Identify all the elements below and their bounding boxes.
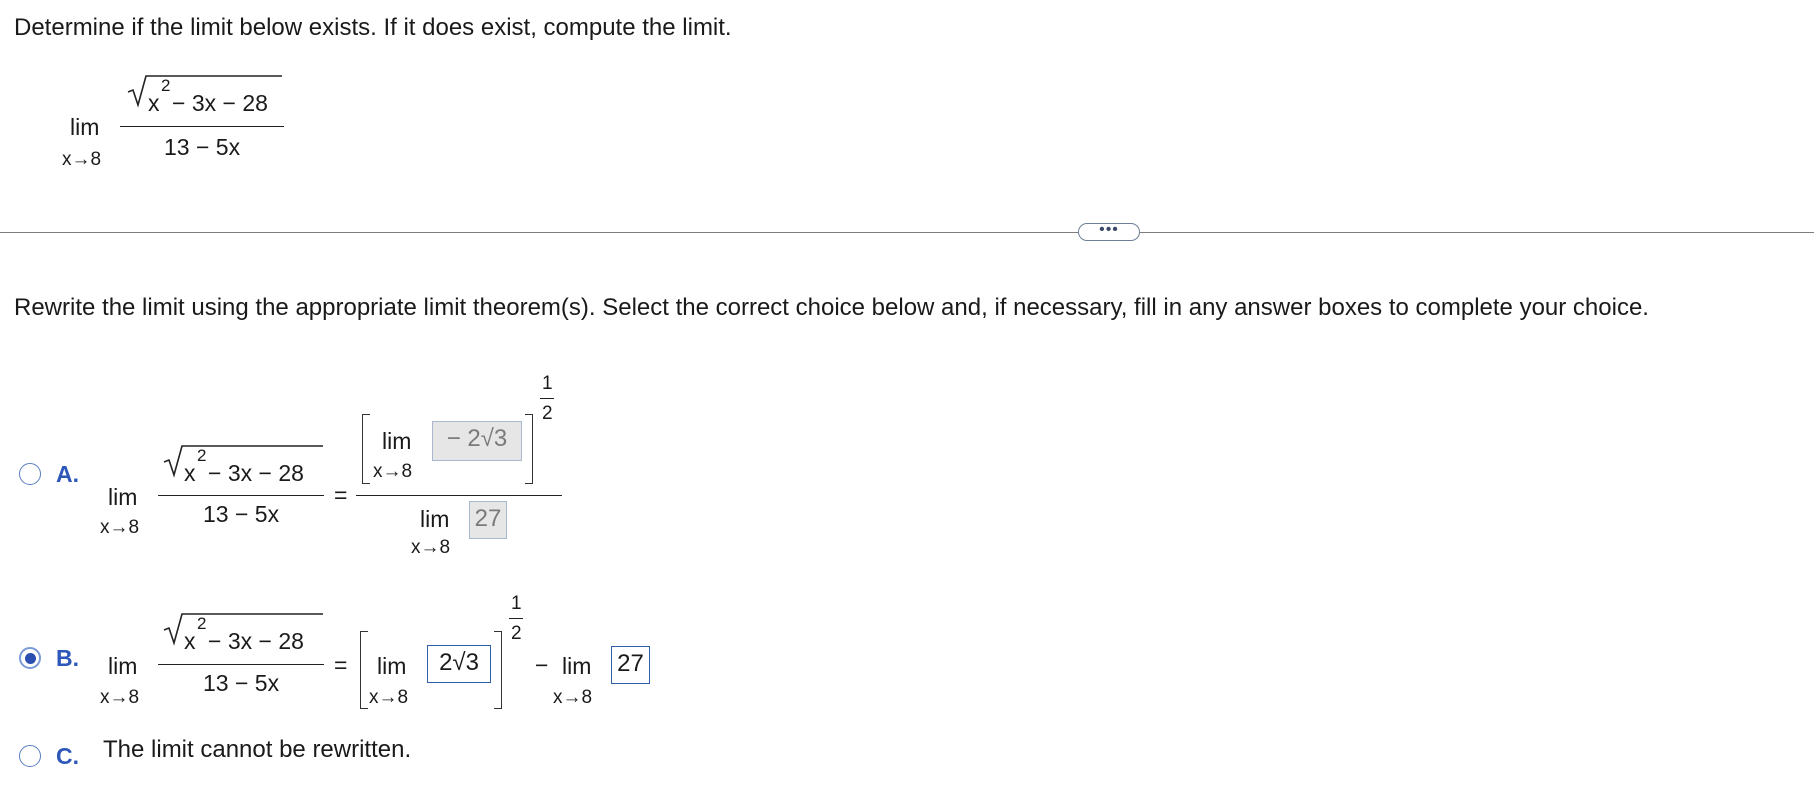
a-bracket-left <box>362 414 370 484</box>
choice-a-radio[interactable] <box>19 463 41 485</box>
a-radicand-x: x <box>184 460 196 486</box>
radicand-rest: − 3x − 28 <box>172 90 268 116</box>
b-fraction-bar <box>158 664 324 665</box>
choice-b-letter[interactable]: B. <box>56 645 79 671</box>
question-prompt: Determine if the limit below exists. If it does exist, compute the limit. <box>14 14 732 41</box>
a-bracket-right <box>525 414 533 484</box>
b-second-lim: lim <box>562 653 592 679</box>
a-fraction-bar-left <box>158 495 324 496</box>
a-power-num: 1 <box>542 373 553 394</box>
b-inner-lim: lim <box>377 653 407 679</box>
a-lim-approach: x→8 <box>100 517 140 538</box>
lim-approach: x→8 <box>62 149 102 170</box>
b-power-num: 1 <box>511 593 522 614</box>
b-radicand-exponent: 2 <box>197 614 207 633</box>
a-power-den: 2 <box>542 403 553 424</box>
fraction-bar <box>120 126 284 127</box>
a-answer-box-1[interactable]: − 2√3 <box>432 421 522 461</box>
a-denom-approach: x→8 <box>411 537 451 558</box>
choice-c-letter[interactable]: C. <box>56 743 79 769</box>
a-radicand-rest: − 3x − 28 <box>208 460 304 486</box>
b-power-den: 2 <box>511 623 522 644</box>
radicand-exponent: 2 <box>161 76 171 95</box>
b-radicand-rest: − 3x − 28 <box>208 628 304 654</box>
choice-c-text[interactable]: The limit cannot be rewritten. <box>103 736 412 763</box>
a-denom-lim: lim <box>420 506 450 532</box>
b-equals: = <box>334 652 348 678</box>
b-power-bar <box>509 618 523 619</box>
b-lim-label: lim <box>108 653 138 679</box>
b-minus: − <box>535 652 549 678</box>
a-power-bar <box>540 398 554 399</box>
b-denominator: 13 − 5x <box>203 670 280 696</box>
a-inner-lim: lim <box>382 428 412 454</box>
a-radicand-exponent: 2 <box>197 446 207 465</box>
a-answer-box-2[interactable]: 27 <box>469 501 507 539</box>
denominator: 13 − 5x <box>164 134 241 160</box>
choice-c-radio[interactable] <box>19 745 41 767</box>
a-denominator: 13 − 5x <box>203 501 280 527</box>
choice-b-radio[interactable] <box>19 647 41 669</box>
b-answer-box-1[interactable]: 2√3 <box>427 645 491 683</box>
b-bracket-right <box>494 631 502 709</box>
part-instruction: Rewrite the limit using the appropriate limit theorem(s). Select the correct choice below and, if necessary, fill in any answer boxes to complete your choice. <box>14 294 1649 321</box>
b-second-approach: x→8 <box>553 687 593 708</box>
a-inner-approach: x→8 <box>373 461 413 482</box>
a-equals: = <box>334 482 348 508</box>
b-bracket-left <box>360 631 368 709</box>
b-answer-box-2[interactable]: 27 <box>611 646 650 684</box>
more-button[interactable]: ••• <box>1078 223 1140 241</box>
b-radicand-x: x <box>184 628 196 654</box>
b-lim-approach: x→8 <box>100 687 140 708</box>
b-inner-approach: x→8 <box>369 687 409 708</box>
radicand-x: x <box>148 90 160 116</box>
section-divider <box>0 232 1814 233</box>
a-lim-label: lim <box>108 484 138 510</box>
lim-label: lim <box>70 114 100 140</box>
a-fraction-bar-right <box>356 495 562 496</box>
choice-a-letter[interactable]: A. <box>56 461 79 487</box>
